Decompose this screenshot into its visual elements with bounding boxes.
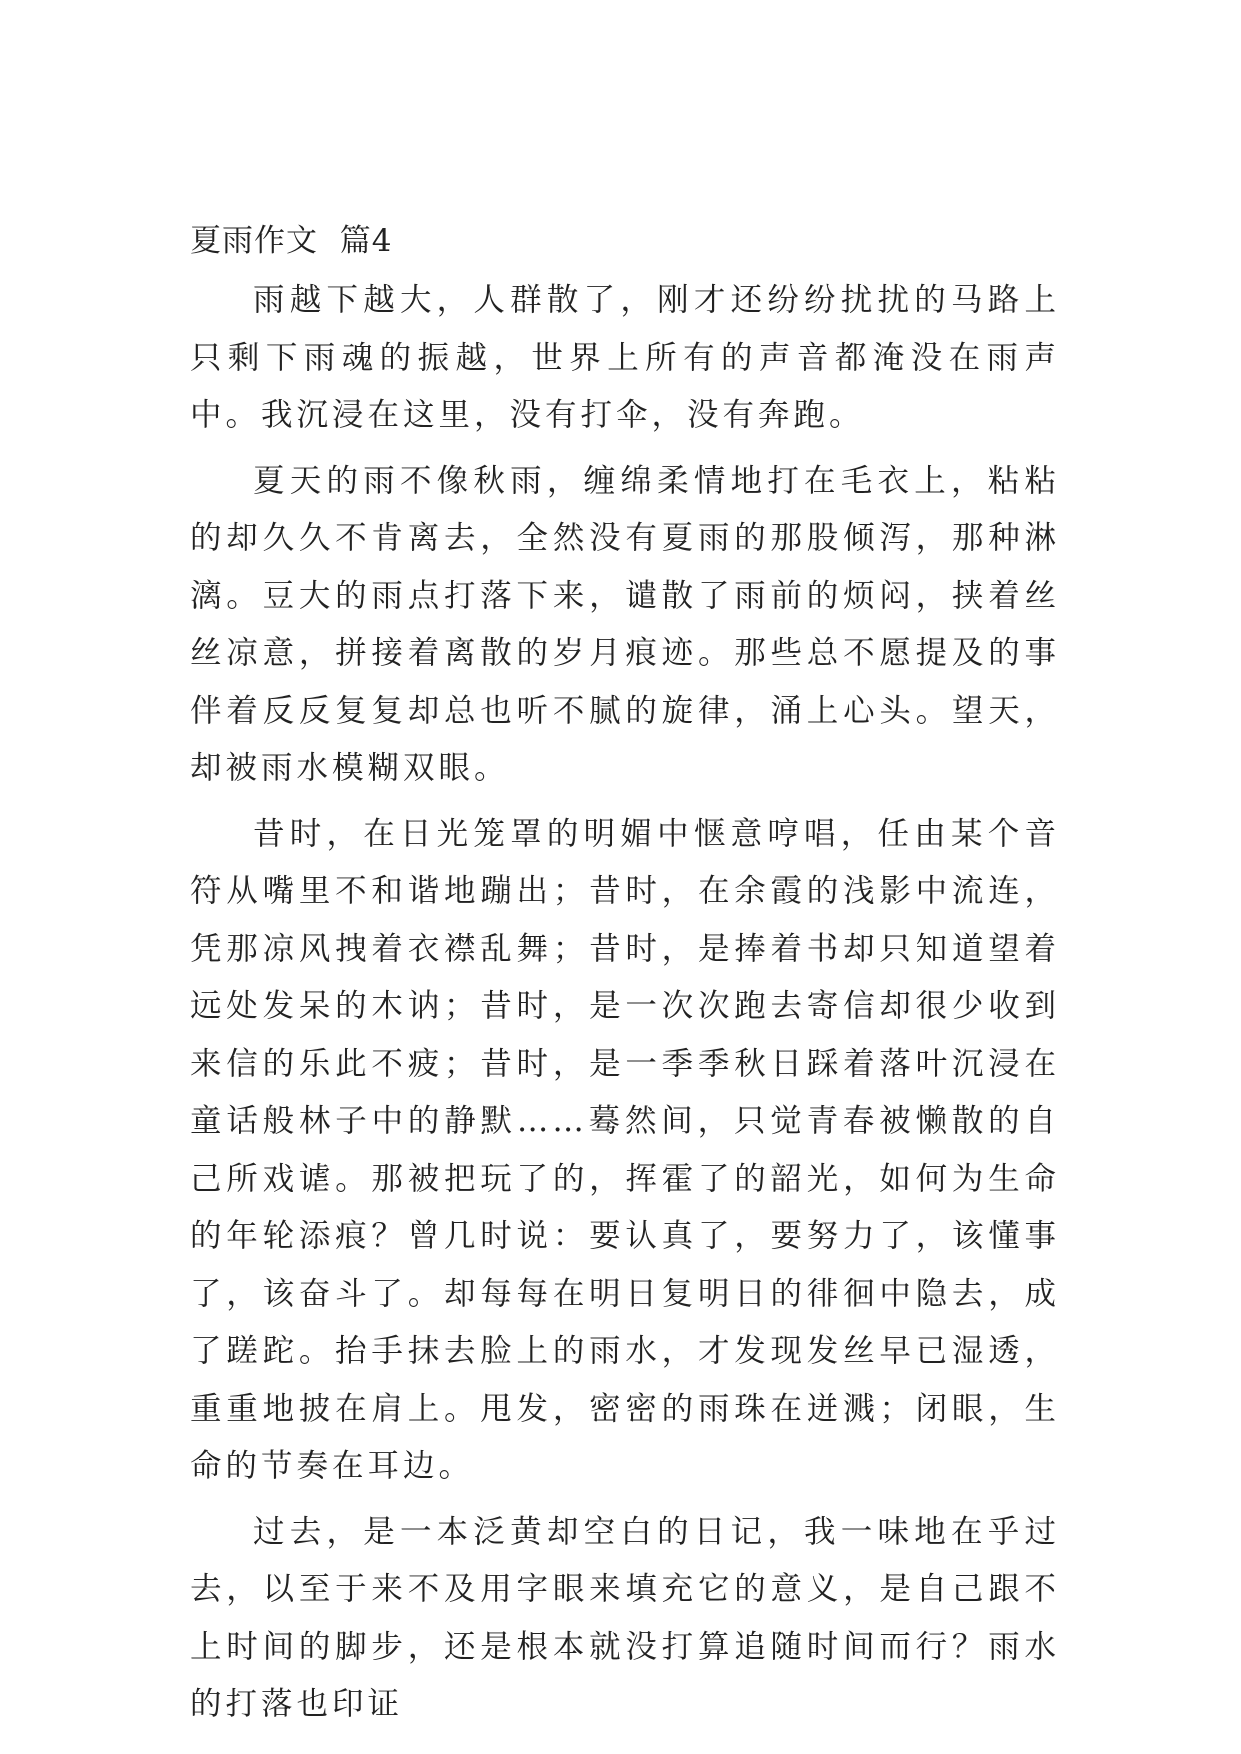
paragraph-3: 昔时，在日光笼罩的明媚中惬意哼唱，任由某个音符从嘴里不和谐地蹦出；昔时，在余霞的浅影中流连，凭那凉风拽着衣襟乱舞；昔时，是捧着书却只知道望着远处发呆的木讷；昔时，是一次次跑去寄信却很少收到来信的乐此不疲；昔时，是一季季秋日踩着落叶沉浸在童话般林子中的静默……蓦然间，只觉青春被懒散的自己所戏谑。那被把玩了的，挥霍了的韶光，如何为生命的年轮添痕？曾几时说：要认真了，要努力了，该懂事了，该奋斗了。却每每在明日复明日的徘徊中隐去，成了蹉跎。抬手抹去脸上的雨水，才发现发丝早已湿透，重重地披在肩上。甩发，密密的雨珠在迸溅；闭眼，生命的节奏在耳边。 xyxy=(190,815,1060,1484)
document-body xyxy=(190,222,1060,1742)
paragraph-2: 夏天的雨不像秋雨，缠绵柔情地打在毛衣上，粘粘的却久久不肯离去，全然没有夏雨的那股倾泻，那种淋漓。豆大的雨点打落下来，谴散了雨前的烦闷，挟着丝丝凉意，拼接着离散的岁月痕迹。那些总不愿提及的事伴着反反复复却总也听不腻的旋律，涌上心头。望天，却被雨水模糊双眼。 xyxy=(190,462,1060,786)
paragraph-4: 过去，是一本泛黄却空白的日记，我一味地在乎过去，以至于来不及用字眼来填充它的意义，是自己跟不上时间的脚步，还是根本就没打算追随时间而行？雨水的打落也印证 xyxy=(190,1513,1060,1722)
document-title: 夏雨作文 篇4 xyxy=(190,223,393,259)
paragraph-1: 雨越下越大，人群散了，刚才还纷纷扰扰的马路上只剩下雨魂的振越，世界上所有的声音都淹没在雨声中。我沉浸在这里，没有打伞，没有奔跑。 xyxy=(190,282,1060,433)
